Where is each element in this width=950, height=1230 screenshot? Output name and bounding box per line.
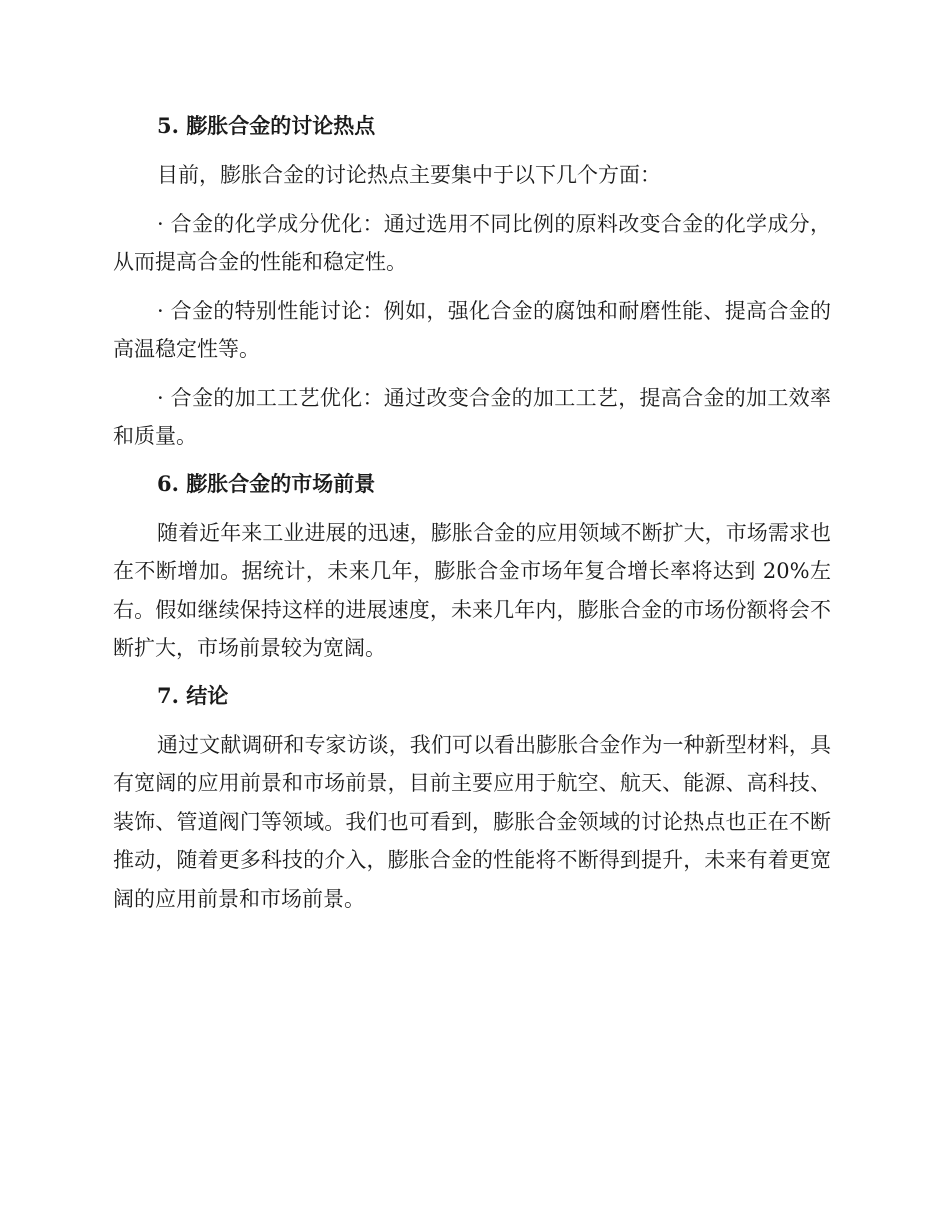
- paragraph-hotspots-intro: 目前，膨胀合金的讨论热点主要集中于以下几个方面：: [157, 163, 661, 187]
- paragraph-market-outlook: 随着近年来工业进展的迅速，膨胀合金的应用领域不断扩大，市场需求也在不断增加。据统计，未来几年，膨胀合金市场年复合增长率将达到 20%左右。假如继续保持这样的进展速度，未来几年内，膨胀合金的市场份额将会不断扩大，市场前景较为宽阔。: [113, 520, 831, 660]
- section-heading-conclusion: 7. 结论: [157, 682, 229, 708]
- bullet-chemical-composition: · 合金的化学成分优化：通过选用不同比例的原料改变合金的化学成分，从而提高合金的性能和稳定性。: [113, 211, 831, 274]
- bullet-special-properties: · 合金的特别性能讨论：例如，强化合金的腐蚀和耐磨性能、提高合金的高温稳定性等。: [113, 298, 831, 361]
- section-heading-market-outlook: 6. 膨胀合金的市场前景: [157, 470, 376, 496]
- paragraph-conclusion: 通过文献调研和专家访谈，我们可以看出膨胀合金作为一种新型材料，具有宽阔的应用前景和市场前景，目前主要应用于航空、航天、能源、高科技、装饰、管道阀门等领域。我们也可看到，膨胀合金领域的讨论热点也正在不断推动，随着更多科技的介入，膨胀合金的性能将不断得到提升，未来有着更宽阔的应用前景和市场前景。: [113, 732, 831, 911]
- section-heading-research-hotspots: 5. 膨胀合金的讨论热点: [157, 113, 376, 138]
- document-page: [113, 108, 831, 928]
- bullet-processing-optimization: · 合金的加工工艺优化：通过改变合金的加工工艺，提高合金的加工效率和质量。: [113, 385, 831, 448]
